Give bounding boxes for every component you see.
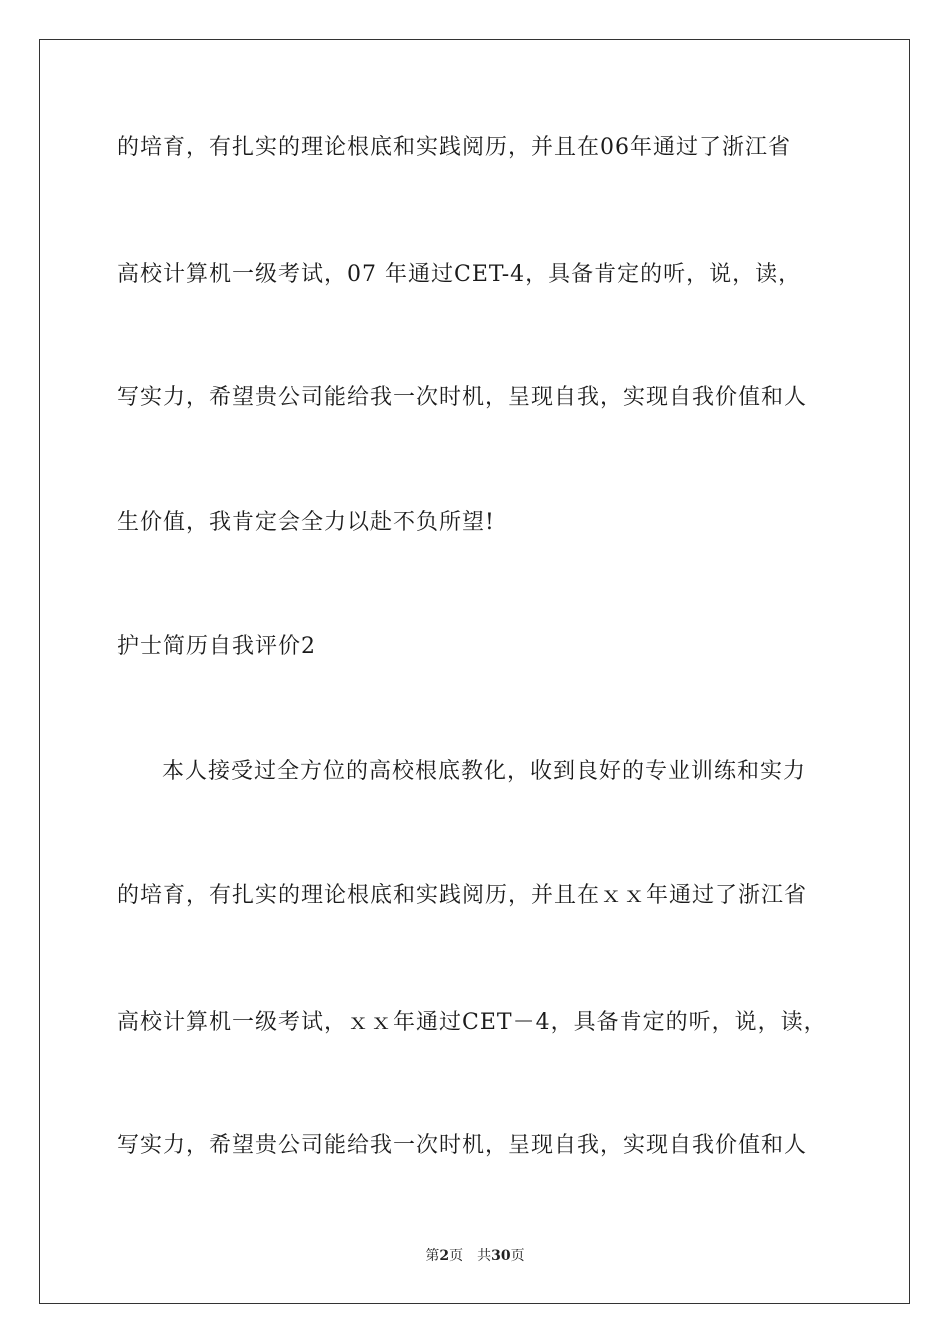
body-line-8: 高校计算机一级考试，ｘｘ年通过CET－4，具备肯定的听，说，读，	[117, 1010, 827, 1035]
body-line-3: 写实力，希望贵公司能给我一次时机，呈现自我，实现自我价值和人	[117, 385, 808, 410]
body-line-6: 本人接受过全方位的高校根底教化，收到良好的专业训练和实力	[162, 759, 807, 784]
footer-total-number: 30	[491, 1248, 511, 1264]
page-frame	[39, 39, 910, 1304]
body-line-1: 的培育，有扎实的理论根底和实践阅历，并且在06年通过了浙江省	[117, 135, 791, 160]
footer-total-suffix: 页	[510, 1248, 525, 1264]
footer-page-suffix: 页	[449, 1248, 464, 1264]
body-line-4: 生价值，我肯定会全力以赴不负所望!	[117, 510, 495, 535]
footer-total-prefix: 共	[477, 1248, 492, 1264]
footer-page-prefix: 第	[425, 1248, 440, 1264]
body-line-9: 写实力，希望贵公司能给我一次时机，呈现自我，实现自我价值和人	[117, 1133, 808, 1158]
page-footer	[0, 1247, 950, 1265]
body-line-2: 高校计算机一级考试，07 年通过CET-4，具备肯定的听，说，读，	[117, 262, 802, 287]
section-heading: 护士简历自我评价2	[117, 634, 316, 659]
footer-page-number: 2	[439, 1248, 450, 1264]
body-line-7: 的培育，有扎实的理论根底和实践阅历，并且在ｘｘ年通过了浙江省	[117, 883, 808, 908]
